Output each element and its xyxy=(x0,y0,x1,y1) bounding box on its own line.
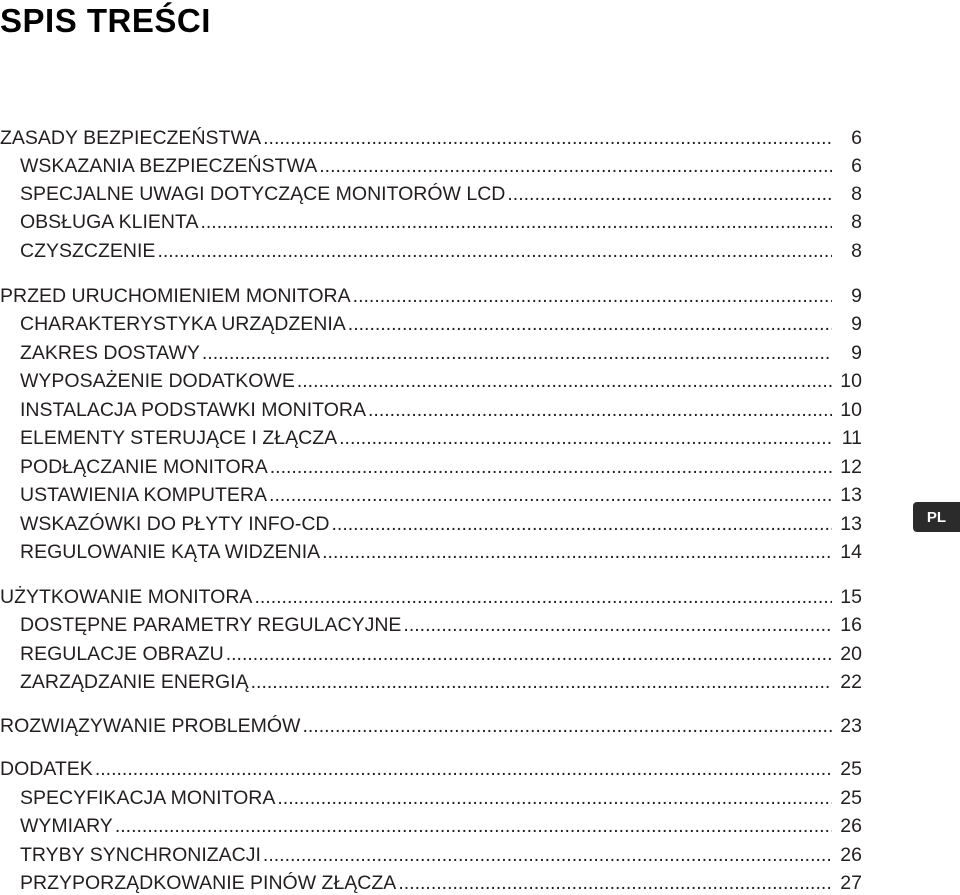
toc-dot-leader xyxy=(270,456,832,478)
language-badge: PL xyxy=(913,502,960,532)
toc-entry[interactable] xyxy=(20,840,862,866)
toc-entry-label: CZYSZCZENIE xyxy=(20,240,156,262)
toc-entry-label: WSKAZÓWKI DO PŁYTY INFO-CD xyxy=(20,513,330,535)
toc-entry[interactable] xyxy=(20,309,862,335)
toc-entry[interactable] xyxy=(20,868,862,894)
toc-entry[interactable] xyxy=(20,480,862,506)
toc-entry-page-number: 14 xyxy=(840,541,862,563)
toc-entry[interactable] xyxy=(20,811,862,837)
toc-dot-leader xyxy=(95,758,832,780)
toc-dot-leader xyxy=(157,240,832,262)
toc-entry-label: ELEMENTY STERUJĄCE I ZŁĄCZA xyxy=(20,427,338,449)
toc-dot-leader xyxy=(348,313,832,335)
toc-entry[interactable] xyxy=(20,452,862,478)
toc-entry-page-number: 25 xyxy=(840,758,862,780)
toc-entry[interactable] xyxy=(0,123,862,149)
toc-entry-page-number: 9 xyxy=(851,285,862,307)
toc-entry[interactable] xyxy=(20,509,862,535)
toc-entry-page-number: 25 xyxy=(840,787,862,809)
toc-entry[interactable] xyxy=(0,281,862,307)
toc-dot-leader xyxy=(332,513,833,535)
toc-entry-page-number: 11 xyxy=(841,427,862,449)
toc-entry-label: TRYBY SYNCHRONIZACJI xyxy=(20,844,261,866)
toc-entry[interactable] xyxy=(0,754,862,780)
toc-entry[interactable] xyxy=(0,711,862,737)
toc-entry-page-number: 10 xyxy=(840,399,862,421)
toc-entry-label: INSTALACJA PODSTAWKI MONITORA xyxy=(20,399,366,421)
toc-dot-leader xyxy=(263,844,832,866)
toc-entry[interactable] xyxy=(20,639,862,665)
toc-entry-label: WYMIARY xyxy=(20,815,113,837)
toc-entry-page-number: 8 xyxy=(851,183,862,205)
toc-entry-page-number: 10 xyxy=(840,370,862,392)
toc-entry-label: ZARZĄDZANIE ENERGIĄ xyxy=(20,671,249,693)
toc-entry-page-number: 23 xyxy=(840,715,862,737)
toc-entry-page-number: 27 xyxy=(840,872,862,894)
toc-entry[interactable] xyxy=(20,338,862,364)
toc-dot-leader xyxy=(319,155,832,177)
toc-entry-page-number: 26 xyxy=(840,815,862,837)
toc-entry[interactable] xyxy=(20,423,862,449)
toc-entry-page-number: 15 xyxy=(840,586,862,608)
page-title: SPIS TREŚCI xyxy=(0,2,211,39)
toc-entry-page-number: 9 xyxy=(851,313,862,335)
toc-entry[interactable] xyxy=(20,366,862,392)
toc-dot-leader xyxy=(200,211,832,233)
toc-dot-leader xyxy=(507,183,832,205)
toc-entry-page-number: 8 xyxy=(851,211,862,233)
toc-dot-leader xyxy=(339,427,832,449)
toc-entry-label: USTAWIENIA KOMPUTERA xyxy=(20,484,268,506)
toc-dot-leader xyxy=(251,671,832,693)
toc-entry-page-number: 9 xyxy=(851,342,862,364)
toc-dot-leader xyxy=(322,541,832,563)
toc-dot-leader xyxy=(403,614,832,636)
toc-dot-leader xyxy=(263,127,832,149)
toc-entry-page-number: 8 xyxy=(851,240,862,262)
toc-entry-page-number: 20 xyxy=(840,643,862,665)
toc-dot-leader xyxy=(353,285,832,307)
toc-dot-leader xyxy=(202,342,832,364)
toc-entry[interactable] xyxy=(20,151,862,177)
toc-entry-page-number: 13 xyxy=(840,513,862,535)
toc-entry[interactable] xyxy=(20,395,862,421)
toc-entry-page-number: 12 xyxy=(840,456,862,478)
toc-entry-label: ZASADY BEZPIECZEŃSTWA xyxy=(0,127,262,149)
toc-entry-label: REGULOWANIE KĄTA WIDZENIA xyxy=(20,541,321,563)
toc-dot-leader xyxy=(226,643,832,665)
toc-entry-label: DODATEK xyxy=(0,758,93,780)
toc-entry-label: REGULACJE OBRAZU xyxy=(20,643,224,665)
toc-entry[interactable] xyxy=(20,537,862,563)
toc-dot-leader xyxy=(297,370,832,392)
toc-entry-label: ZAKRES DOSTAWY xyxy=(20,342,200,364)
toc-entry-label: DOSTĘPNE PARAMETRY REGULACYJNE xyxy=(20,614,402,636)
toc-dot-leader xyxy=(269,484,832,506)
toc-entry[interactable] xyxy=(0,582,862,608)
toc-entry-label: PRZED URUCHOMIENIEM MONITORA xyxy=(0,285,351,307)
toc-entry-page-number: 6 xyxy=(851,155,862,177)
toc-dot-leader xyxy=(277,787,832,809)
toc-entry-page-number: 22 xyxy=(840,671,862,693)
toc-entry-label: PRZYPORZĄDKOWANIE PINÓW ZŁĄCZA xyxy=(20,872,397,894)
toc-entry[interactable] xyxy=(20,783,862,809)
toc-entry-label: WYPOSAŻENIE DODATKOWE xyxy=(20,370,295,392)
toc-entry-label: OBSŁUGA KLIENTA xyxy=(20,211,199,233)
toc-entry-page-number: 13 xyxy=(840,484,862,506)
toc-dot-leader xyxy=(368,399,832,421)
toc-entry-page-number: 16 xyxy=(840,614,862,636)
toc-entry-label: UŻYTKOWANIE MONITORA xyxy=(0,586,253,608)
toc-entry[interactable] xyxy=(20,179,862,205)
toc-entry-label: SPECYFIKACJA MONITORA xyxy=(20,787,276,809)
toc-entry-label: CHARAKTERYSTYKA URZĄDZENIA xyxy=(20,313,346,335)
toc-entry[interactable] xyxy=(20,667,862,693)
toc-entry[interactable] xyxy=(20,207,862,233)
toc-entry[interactable] xyxy=(20,610,862,636)
toc-dot-leader xyxy=(254,586,832,608)
toc-entry-label: ROZWIĄZYWANIE PROBLEMÓW xyxy=(0,715,301,737)
toc-entry-label: PODŁĄCZANIE MONITORA xyxy=(20,456,268,478)
toc-dot-leader xyxy=(398,872,832,894)
toc-entry-label: SPECJALNE UWAGI DOTYCZĄCE MONITORÓW LCD xyxy=(20,183,506,205)
toc-dot-leader xyxy=(302,715,832,737)
toc-entry-label: WSKAZANIA BEZPIECZEŃSTWA xyxy=(20,155,318,177)
toc-dot-leader xyxy=(115,815,832,837)
toc-entry-page-number: 6 xyxy=(851,127,862,149)
toc-entry-page-number: 26 xyxy=(840,844,862,866)
toc-entry[interactable] xyxy=(20,236,862,262)
